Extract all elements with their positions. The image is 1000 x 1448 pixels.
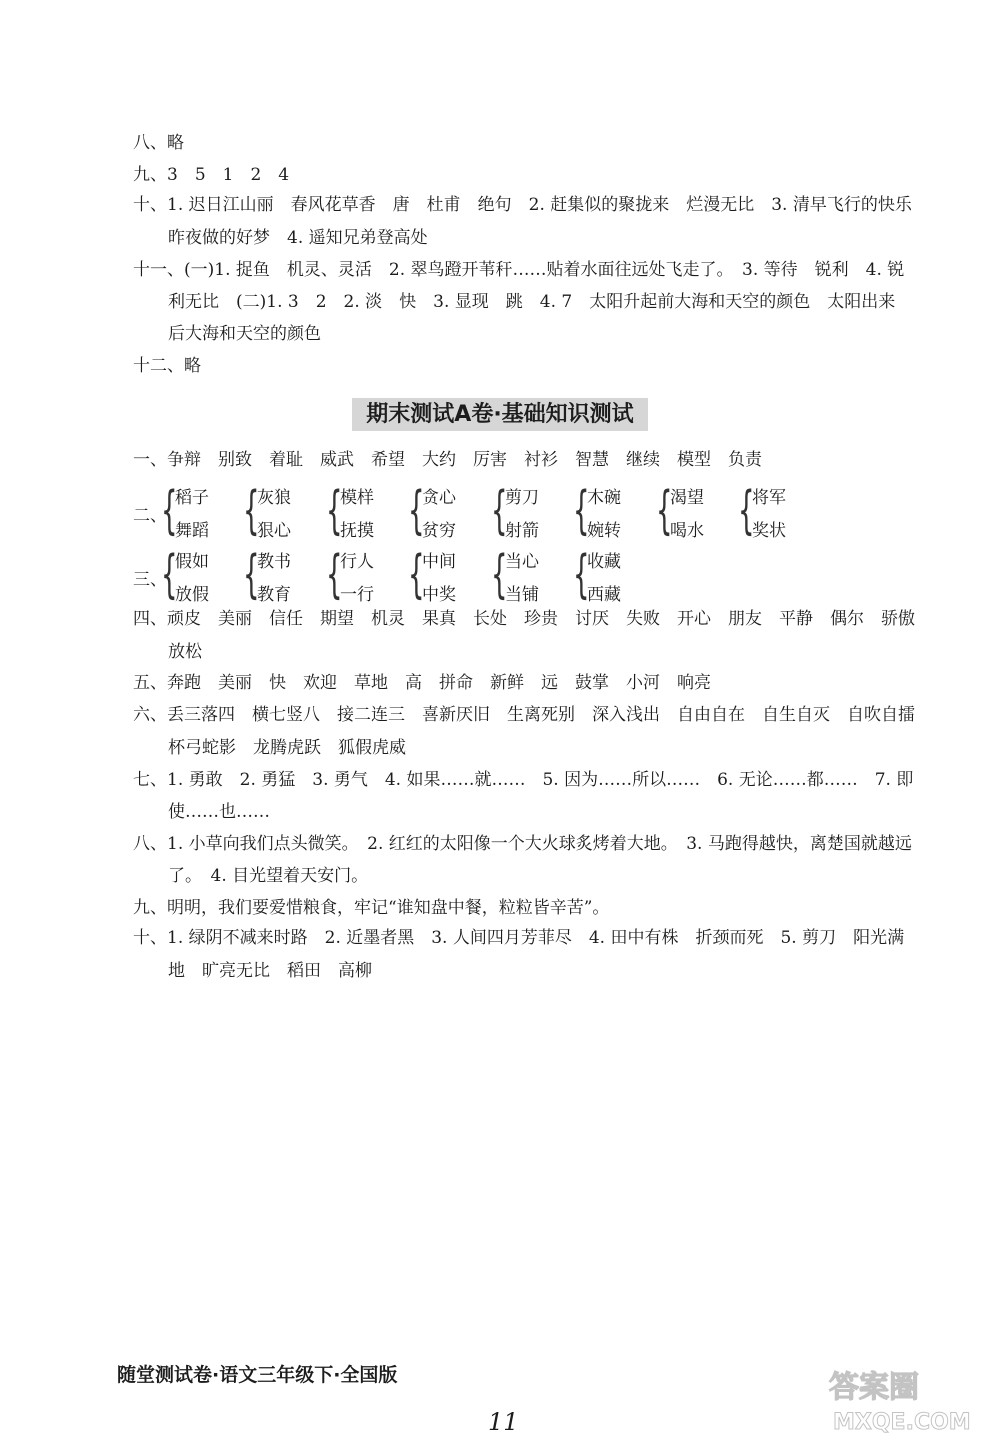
answer-line: 昨夜做的好梦 4. 遥知兄弟登高处 xyxy=(168,228,428,248)
section-title: 期末测试A卷·基础知识测试 xyxy=(0,397,1000,428)
answer-line: 十二、略 xyxy=(133,356,201,376)
answer-line: 放松 xyxy=(168,642,202,662)
answer-line: 十、1. 绿阴不减来时路 2. 近墨者黑 3. 人间四月芳菲尽 4. 田中有株 折颈而死 5. 剪刀 阳光满 xyxy=(133,928,905,948)
answer-line: 后大海和天空的颜色 xyxy=(168,324,321,344)
answer-line: 一、争辩 别致 着耻 威武 希望 大约 厉害 衬衫 智慧 继续 模型 负责 xyxy=(133,450,762,470)
question-number: 二、 xyxy=(133,506,167,526)
svg-text:答案圈: 答案圈 xyxy=(829,1370,919,1405)
answer-line: 杯弓蛇影 龙腾虎跃 狐假虎威 xyxy=(168,738,406,758)
answer-line: 六、丢三落四 横七竖八 接二连三 喜新厌旧 生离死别 深入浅出 自由自在 自生自灭 自吹自擂 xyxy=(133,705,915,725)
watermark-logo xyxy=(825,1363,985,1438)
answer-line: 地 旷亮无比 稻田 高柳 xyxy=(168,961,372,981)
question-number: 三、 xyxy=(133,570,167,590)
answer-line: 七、1. 勇敢 2. 勇猛 3. 勇气 4. 如果……就…… 5. 因为……所以…… 6. 无论……都…… 7. 即 xyxy=(133,770,914,790)
answer-line: 八、1. 小草向我们点头微笑。 2. 红红的太阳像一个大火球炙烤着大地。 3. 马跑得越快，离楚国就越远 xyxy=(133,834,912,854)
answer-line: 九、明明，我们要爱惜粮食，牢记“谁知盘中餐，粒粒皆辛苦”。 xyxy=(133,898,610,918)
answer-line: 使……也…… xyxy=(168,802,270,822)
svg-text:MXQE.COM: MXQE.COM xyxy=(833,1410,971,1435)
answer-line: 九、3 5 1 2 4 xyxy=(133,165,290,185)
answer-line: 了。 4. 目光望着天安门。 xyxy=(168,866,369,886)
answer-line: 四、顽皮 美丽 信任 期望 机灵 果真 长处 珍贵 讨厌 失败 开心 朋友 平静 偶尔 骄傲 xyxy=(133,609,915,629)
answer-line: 十、1. 迟日江山丽 春风花草香 唐 杜甫 绝句 2. 赶集似的聚拢来 烂漫无比 3. 清早飞行的快乐 xyxy=(133,195,912,215)
page-number: 11 xyxy=(488,1408,519,1436)
answer-line: 八、略 xyxy=(133,133,184,153)
answer-line: 利无比 (二)1. 3 2 2. 淡 快 3. 显现 跳 4. 7 太阳升起前大海和天空的颜色 太阳出来 xyxy=(168,292,896,312)
q2-pairs: 二、 { 稻子 舞蹈 { 灰狼 狠心 { 模样 抚摸 { 贪心 贫穷 { 剪刀 射箭 { 木碗 婉转 { 渴望 喝水 { 将军 奖状 xyxy=(133,481,786,541)
answer-line: 十一、(一)1. 捉鱼 机灵、灵活 2. 翠鸟蹬开苇秆……贴着水面往远处飞走了。 3. 等待 锐利 4. 锐 xyxy=(133,260,905,280)
q3-pairs: 三、 { 假如 放假 { 教书 教育 { 行人 一行 { 中间 中奖 { 当心 当铺 { 收藏 西藏 xyxy=(133,545,621,605)
answer-line: 五、奔跑 美丽 快 欢迎 草地 高 拼命 新鲜 远 鼓掌 小河 响亮 xyxy=(133,673,711,693)
page-footer: 随堂测试卷·语文三年级下·全国版 xyxy=(117,1364,398,1386)
